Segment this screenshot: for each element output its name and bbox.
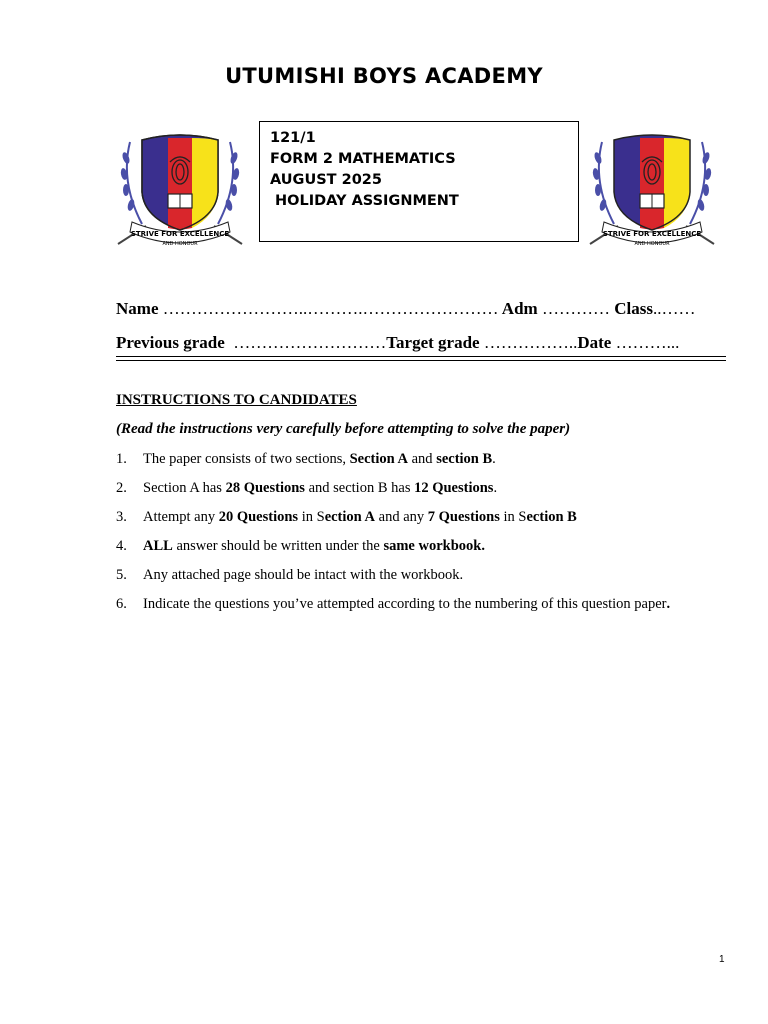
school-title: UTUMISHI BOYS ACADEMY — [225, 64, 543, 88]
name-label: Name — [116, 299, 159, 318]
paper-title: HOLIDAY ASSIGNMENT — [270, 193, 459, 209]
instruction-item: 5. Any attached page should be intact with the workbook. — [116, 567, 464, 583]
target-grade-label: Target grade — [386, 333, 480, 352]
crest-motto: STRIVE FOR EXCELLENCE — [130, 230, 230, 238]
instruction-item: 3. Attempt any 20 Questions in Section A and any 7 Questions in Section B — [116, 509, 577, 525]
crest-motto: STRIVE FOR EXCELLENCE — [602, 230, 702, 238]
instruction-item: 2. Section A has 28 Questions and section B has 12 Questions. — [116, 480, 498, 496]
date-field[interactable]: ………... — [615, 333, 680, 352]
crest-sub-motto: AND HONOUR — [634, 241, 670, 247]
name-adm-class-line — [116, 299, 695, 319]
previous-grade-field[interactable]: ……………………… — [233, 333, 387, 352]
instruction-item: 6. Indicate the questions you’ve attempted according to the numbering of this question paper. — [116, 596, 671, 612]
name-field[interactable]: ……………………..……….…………………… — [162, 299, 499, 318]
adm-field[interactable]: ………… — [541, 299, 610, 318]
previous-grade-label: Previous grade — [116, 333, 225, 352]
instructions-heading: INSTRUCTIONS TO CANDIDATES — [116, 392, 357, 408]
divider-top — [116, 356, 726, 357]
paper-code: 121/1 — [270, 130, 316, 146]
crest-sub-motto: AND HONOUR — [162, 241, 198, 247]
instruction-item: 4. ALL answer should be written under the same workbook. — [116, 538, 485, 554]
paper-subject: FORM 2 MATHEMATICS — [270, 151, 456, 167]
divider-bottom — [116, 360, 726, 361]
date-label: Date — [577, 333, 612, 352]
paper-info-box — [259, 121, 579, 242]
paper-date: AUGUST 2025 — [270, 172, 382, 188]
class-label: Class — [614, 299, 653, 318]
instructions-note: (Read the instructions very carefully before attempting to solve the paper) — [116, 421, 571, 437]
target-grade-field[interactable]: …………….. — [483, 333, 578, 352]
page-number: 1 — [719, 954, 725, 965]
adm-label: Adm — [501, 299, 538, 318]
school-crest-right — [588, 132, 716, 250]
instruction-item: 1. The paper consists of two sections, Section A and section B. — [116, 451, 496, 467]
grade-date-line — [116, 333, 679, 353]
class-field[interactable]: ..…… — [652, 299, 696, 318]
school-crest-left — [116, 132, 244, 250]
